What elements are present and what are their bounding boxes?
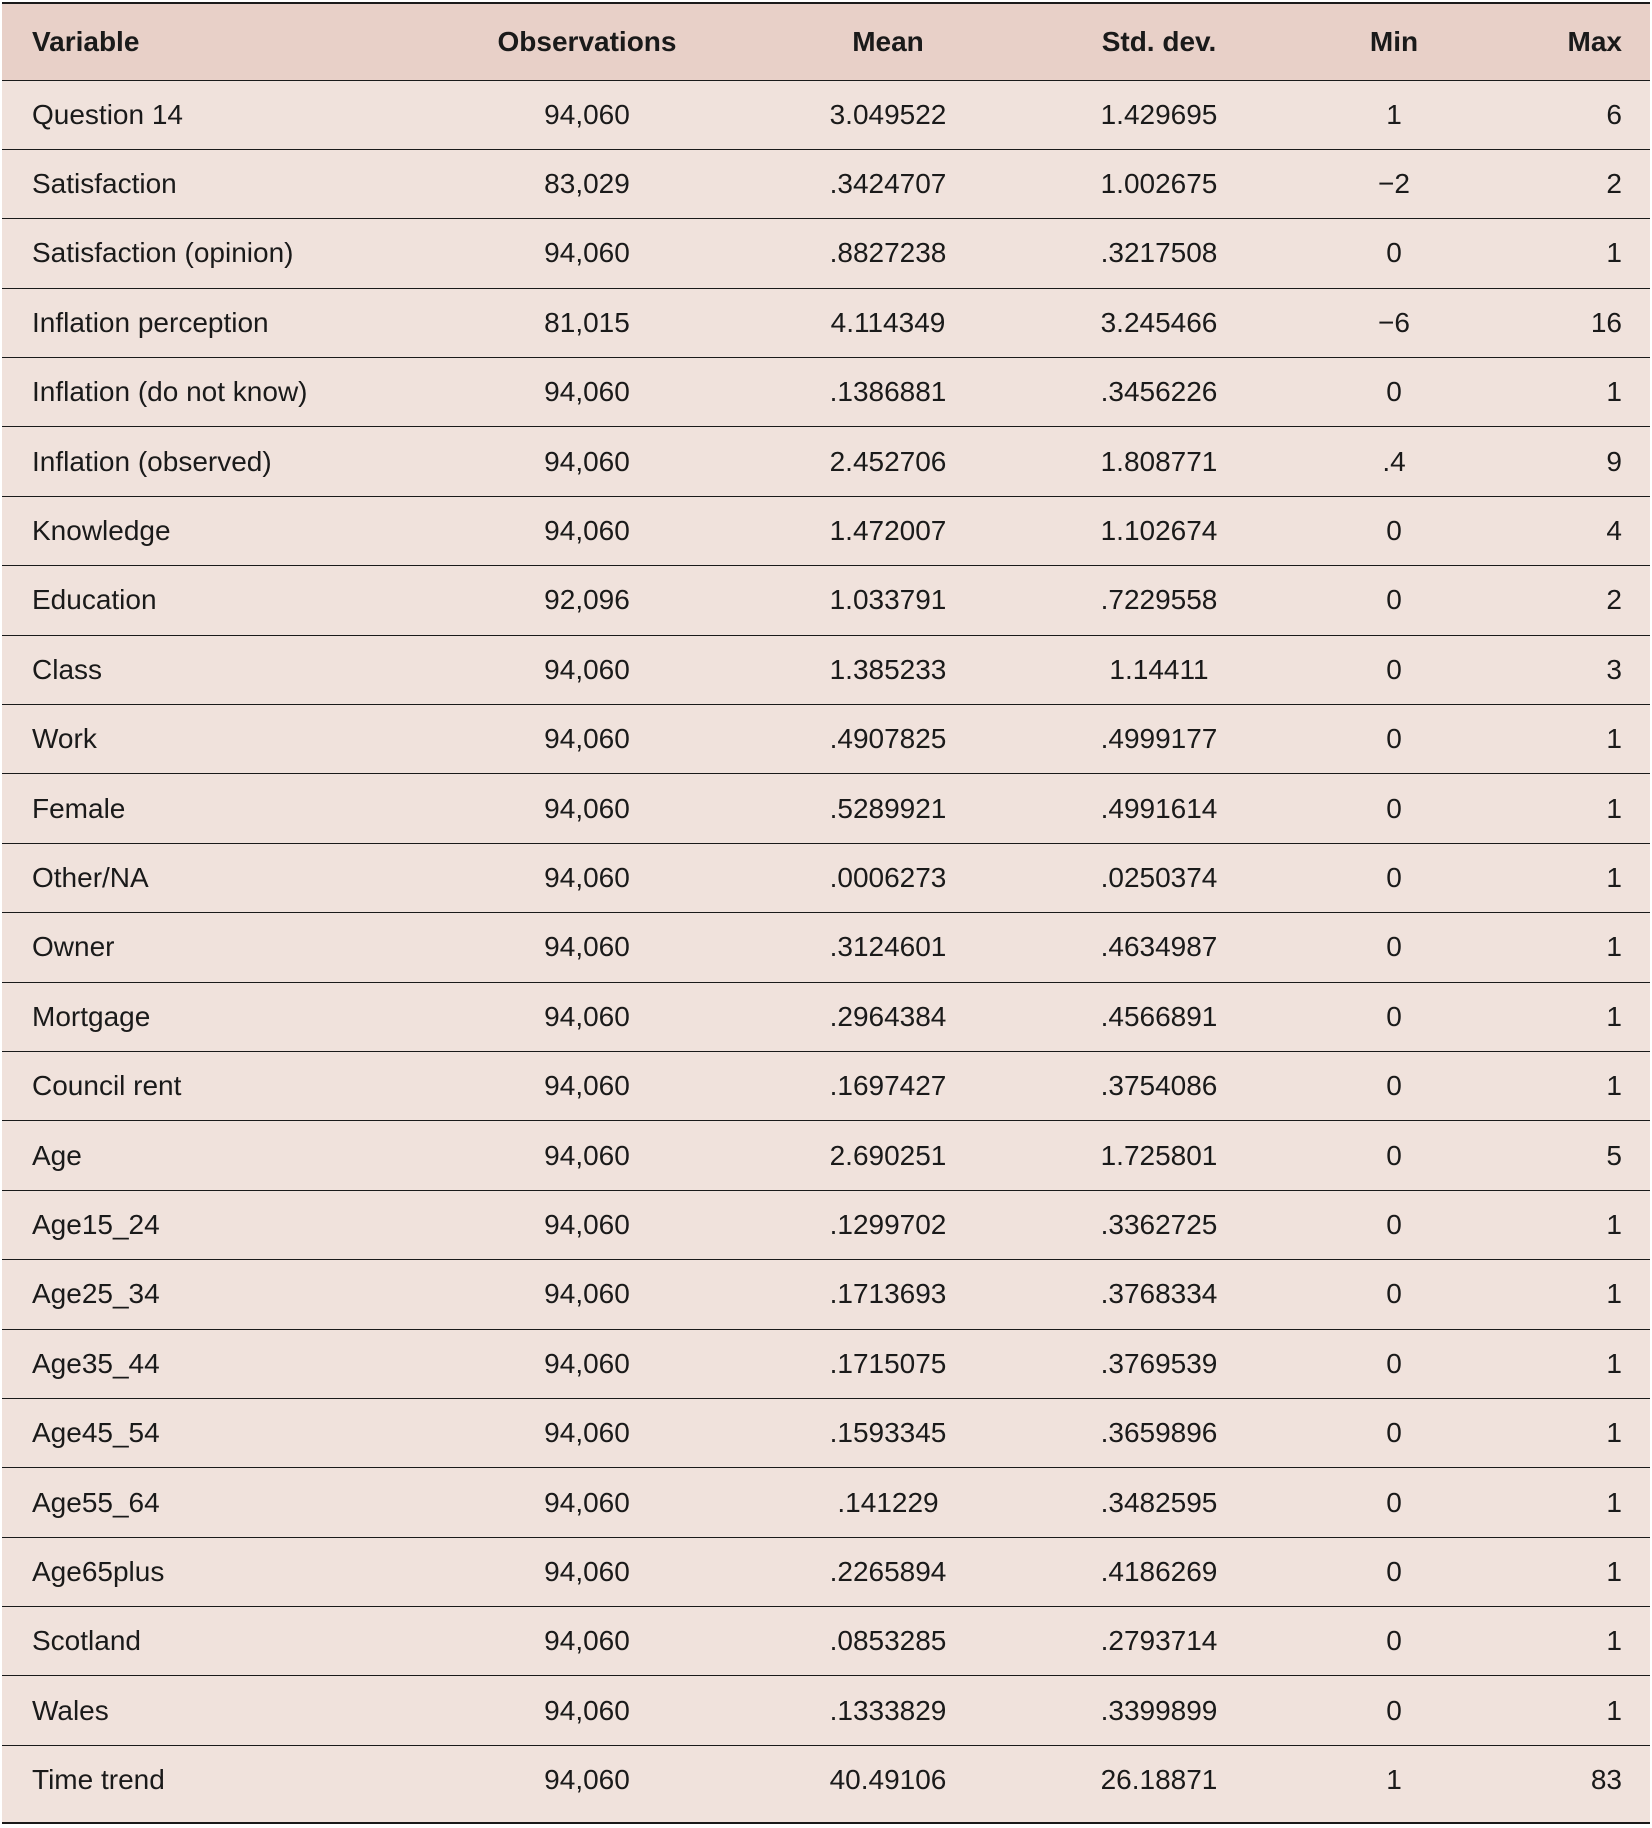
- table-row: [2, 1051, 1650, 1120]
- cell-observations: 81,015: [422, 288, 752, 357]
- cell-observations: 94,060: [422, 1329, 752, 1398]
- table-row: [2, 1676, 1650, 1745]
- cell-std-dev: .3482595: [1024, 1468, 1294, 1537]
- cell-std-dev: .3399899: [1024, 1676, 1294, 1745]
- cell-max: 1: [1494, 1468, 1650, 1537]
- cell-mean: 2.690251: [752, 1121, 1024, 1190]
- cell-std-dev: .4634987: [1024, 913, 1294, 982]
- cell-max: 4: [1494, 496, 1650, 565]
- table-row: [2, 1260, 1650, 1329]
- cell-mean: .4907825: [752, 705, 1024, 774]
- cell-variable: Inflation (observed): [2, 427, 422, 496]
- cell-observations: 94,060: [422, 358, 752, 427]
- cell-min: 0: [1294, 1676, 1494, 1745]
- cell-std-dev: .7229558: [1024, 566, 1294, 635]
- cell-min: 0: [1294, 496, 1494, 565]
- cell-std-dev: .0250374: [1024, 843, 1294, 912]
- cell-std-dev: .3754086: [1024, 1051, 1294, 1120]
- cell-std-dev: 1.102674: [1024, 496, 1294, 565]
- table-row: [2, 913, 1650, 982]
- cell-max: 1: [1494, 1676, 1650, 1745]
- cell-max: 1: [1494, 1398, 1650, 1467]
- cell-std-dev: .3659896: [1024, 1398, 1294, 1467]
- cell-variable: Inflation perception: [2, 288, 422, 357]
- cell-max: 1: [1494, 843, 1650, 912]
- table-row: [2, 288, 1650, 357]
- cell-max: 1: [1494, 1051, 1650, 1120]
- table-row: [2, 843, 1650, 912]
- cell-mean: 4.114349: [752, 288, 1024, 357]
- cell-mean: 1.385233: [752, 635, 1024, 704]
- cell-std-dev: .4999177: [1024, 705, 1294, 774]
- cell-max: 1: [1494, 705, 1650, 774]
- cell-mean: .141229: [752, 1468, 1024, 1537]
- cell-variable: Class: [2, 635, 422, 704]
- cell-variable: Age35_44: [2, 1329, 422, 1398]
- cell-min: 0: [1294, 635, 1494, 704]
- cell-mean: .8827238: [752, 219, 1024, 288]
- cell-mean: 2.452706: [752, 427, 1024, 496]
- cell-mean: 3.049522: [752, 80, 1024, 149]
- cell-observations: 94,060: [422, 705, 752, 774]
- cell-max: 1: [1494, 219, 1650, 288]
- cell-observations: 94,060: [422, 1190, 752, 1259]
- cell-observations: 94,060: [422, 913, 752, 982]
- table-row: [2, 1190, 1650, 1259]
- cell-variable: Time trend: [32, 1764, 165, 1796]
- table-row: [2, 427, 1650, 496]
- table-row: [2, 1329, 1650, 1398]
- cell-max: 3: [1494, 635, 1650, 704]
- cell-max: 6: [1494, 80, 1650, 149]
- cell-mean: .0006273: [752, 843, 1024, 912]
- cell-variable: Mortgage: [2, 982, 422, 1051]
- cell-observations: 94,060: [422, 1121, 752, 1190]
- table-body: [2, 80, 1650, 1815]
- header-std-dev: Std. dev.: [1024, 4, 1294, 80]
- cell-mean: .1299702: [752, 1190, 1024, 1259]
- cell-mean: .1715075: [752, 1329, 1024, 1398]
- cell-std-dev: 1.808771: [1024, 427, 1294, 496]
- cell-std-dev: 3.245466: [1024, 288, 1294, 357]
- cell-max: 1: [1494, 982, 1650, 1051]
- cell-min: 1: [1294, 80, 1494, 149]
- cell-observations: 94,060: [422, 1676, 752, 1745]
- cell-mean: .3424707: [752, 149, 1024, 218]
- cell-std-dev: .4991614: [1024, 774, 1294, 843]
- cell-max: 9: [1494, 427, 1650, 496]
- cell-min: 0: [1294, 843, 1494, 912]
- cell-mean: .1386881: [752, 358, 1024, 427]
- cell-min: 0: [1294, 1329, 1494, 1398]
- cell-min: 0: [1294, 1051, 1494, 1120]
- cell-mean: .1333829: [752, 1676, 1024, 1745]
- table-header: [2, 4, 1650, 80]
- cell-std-dev: 1.429695: [1024, 80, 1294, 149]
- cell-variable: Age45_54: [2, 1398, 422, 1467]
- table-row: [2, 1121, 1650, 1190]
- cell-max: 1: [1494, 913, 1650, 982]
- cell-min: 1: [1386, 1764, 1402, 1796]
- cell-min: 0: [1294, 982, 1494, 1051]
- cell-mean: .1697427: [752, 1051, 1024, 1120]
- table-row: [2, 496, 1650, 565]
- cell-mean: .2964384: [752, 982, 1024, 1051]
- cell-std-dev: 1.002675: [1024, 149, 1294, 218]
- table-row: [2, 358, 1650, 427]
- cell-observations: 94,060: [422, 1051, 752, 1120]
- cell-observations: 94,060: [422, 1607, 752, 1676]
- cell-max: 1: [1494, 358, 1650, 427]
- table-row: [2, 219, 1650, 288]
- cell-variable: Female: [2, 774, 422, 843]
- cell-mean: .1713693: [752, 1260, 1024, 1329]
- cell-variable: Inflation (do not know): [2, 358, 422, 427]
- cell-max: 16: [1494, 288, 1650, 357]
- cell-observations: 92,096: [422, 566, 752, 635]
- cell-std-dev: .2793714: [1024, 1607, 1294, 1676]
- cell-observations: 83,029: [422, 149, 752, 218]
- cell-min: .4: [1294, 427, 1494, 496]
- cell-mean: 40.49106: [829, 1764, 947, 1796]
- cell-observations: 94,060: [422, 1537, 752, 1606]
- table-row: [2, 635, 1650, 704]
- cell-observations: 94,060: [422, 774, 752, 843]
- cell-variable: Satisfaction: [2, 149, 422, 218]
- cell-variable: Age: [2, 1121, 422, 1190]
- cell-variable: Question 14: [2, 80, 422, 149]
- cell-min: −6: [1294, 288, 1494, 357]
- cell-observations: 94,060: [422, 1398, 752, 1467]
- cell-min: 0: [1294, 566, 1494, 635]
- cell-observations: 94,060: [422, 982, 752, 1051]
- cell-mean: 1.033791: [752, 566, 1024, 635]
- cell-variable: Age15_24: [2, 1190, 422, 1259]
- cell-min: 0: [1294, 358, 1494, 427]
- summary-statistics-table-container: [2, 2, 1650, 1824]
- table-row: [2, 1745, 1650, 1814]
- summary-statistics-table: [2, 4, 1650, 1815]
- cell-max: 1: [1494, 1537, 1650, 1606]
- cell-variable: Other/NA: [2, 843, 422, 912]
- cell-variable: Satisfaction (opinion): [2, 219, 422, 288]
- cell-max: 1: [1494, 1260, 1650, 1329]
- table-row: [2, 1398, 1650, 1467]
- cell-observations: 94,060: [422, 1260, 752, 1329]
- cell-std-dev: .4566891: [1024, 982, 1294, 1051]
- cell-variable: Owner: [2, 913, 422, 982]
- cell-max: 1: [1494, 1190, 1650, 1259]
- table-row: [2, 566, 1650, 635]
- cell-max: 5: [1494, 1121, 1650, 1190]
- cell-std-dev: 1.725801: [1024, 1121, 1294, 1190]
- cell-std-dev: 1.14411: [1024, 635, 1294, 704]
- cell-observations: 94,060: [422, 496, 752, 565]
- cell-min: 0: [1294, 1607, 1494, 1676]
- table-row: [2, 149, 1650, 218]
- header-row: [2, 4, 1650, 80]
- cell-variable: Age65plus: [2, 1537, 422, 1606]
- cell-mean: .1593345: [752, 1398, 1024, 1467]
- table-row: [2, 1607, 1650, 1676]
- cell-std-dev: .3217508: [1024, 219, 1294, 288]
- cell-mean: .5289921: [752, 774, 1024, 843]
- table-row: [2, 774, 1650, 843]
- cell-min: −2: [1294, 149, 1494, 218]
- cell-variable: Work: [2, 705, 422, 774]
- cell-max: 83: [1590, 1764, 1622, 1796]
- table-row: [2, 80, 1650, 149]
- cell-min: 0: [1294, 219, 1494, 288]
- table-row: [2, 1537, 1650, 1606]
- cell-min: 0: [1294, 1121, 1494, 1190]
- cell-variable: Education: [2, 566, 422, 635]
- cell-mean: .0853285: [752, 1607, 1024, 1676]
- cell-mean: 1.472007: [752, 496, 1024, 565]
- cell-mean: .2265894: [752, 1537, 1024, 1606]
- cell-min: 0: [1294, 1398, 1494, 1467]
- cell-min: 0: [1294, 1190, 1494, 1259]
- cell-variable: Wales: [2, 1676, 422, 1745]
- cell-max: 1: [1494, 1607, 1650, 1676]
- table-row: [2, 982, 1650, 1051]
- cell-observations: 94,060: [422, 219, 752, 288]
- cell-variable: Age55_64: [2, 1468, 422, 1537]
- cell-mean: .3124601: [752, 913, 1024, 982]
- cell-std-dev: .3769539: [1024, 1329, 1294, 1398]
- table-row: [2, 1468, 1650, 1537]
- cell-max: 1: [1494, 774, 1650, 843]
- header-max: Max: [1494, 4, 1650, 80]
- cell-observations: 94,060: [422, 635, 752, 704]
- cell-max: 2: [1494, 566, 1650, 635]
- header-min: Min: [1294, 4, 1494, 80]
- cell-min: 0: [1294, 774, 1494, 843]
- cell-std-dev: .3456226: [1024, 358, 1294, 427]
- cell-variable: Age25_34: [2, 1260, 422, 1329]
- cell-observations: 94,060: [544, 1764, 630, 1796]
- cell-variable: Council rent: [2, 1051, 422, 1120]
- cell-min: 0: [1294, 1468, 1494, 1537]
- cell-observations: 94,060: [422, 427, 752, 496]
- cell-observations: 94,060: [422, 1468, 752, 1537]
- header-mean: Mean: [752, 4, 1024, 80]
- cell-min: 0: [1294, 1260, 1494, 1329]
- cell-std-dev: .4186269: [1024, 1537, 1294, 1606]
- cell-variable: Scotland: [2, 1607, 422, 1676]
- cell-std-dev: .3362725: [1024, 1190, 1294, 1259]
- cell-max: 1: [1494, 1329, 1650, 1398]
- header-variable: Variable: [2, 4, 422, 80]
- cell-std-dev: 26.18871: [1100, 1764, 1218, 1796]
- cell-min: 0: [1294, 913, 1494, 982]
- header-observations: Observations: [422, 4, 752, 80]
- cell-observations: 94,060: [422, 843, 752, 912]
- cell-variable: Knowledge: [2, 496, 422, 565]
- table-row: [2, 705, 1650, 774]
- cell-min: 0: [1294, 1537, 1494, 1606]
- cell-std-dev: .3768334: [1024, 1260, 1294, 1329]
- cell-max: 2: [1494, 149, 1650, 218]
- cell-observations: 94,060: [422, 80, 752, 149]
- cell-min: 0: [1294, 705, 1494, 774]
